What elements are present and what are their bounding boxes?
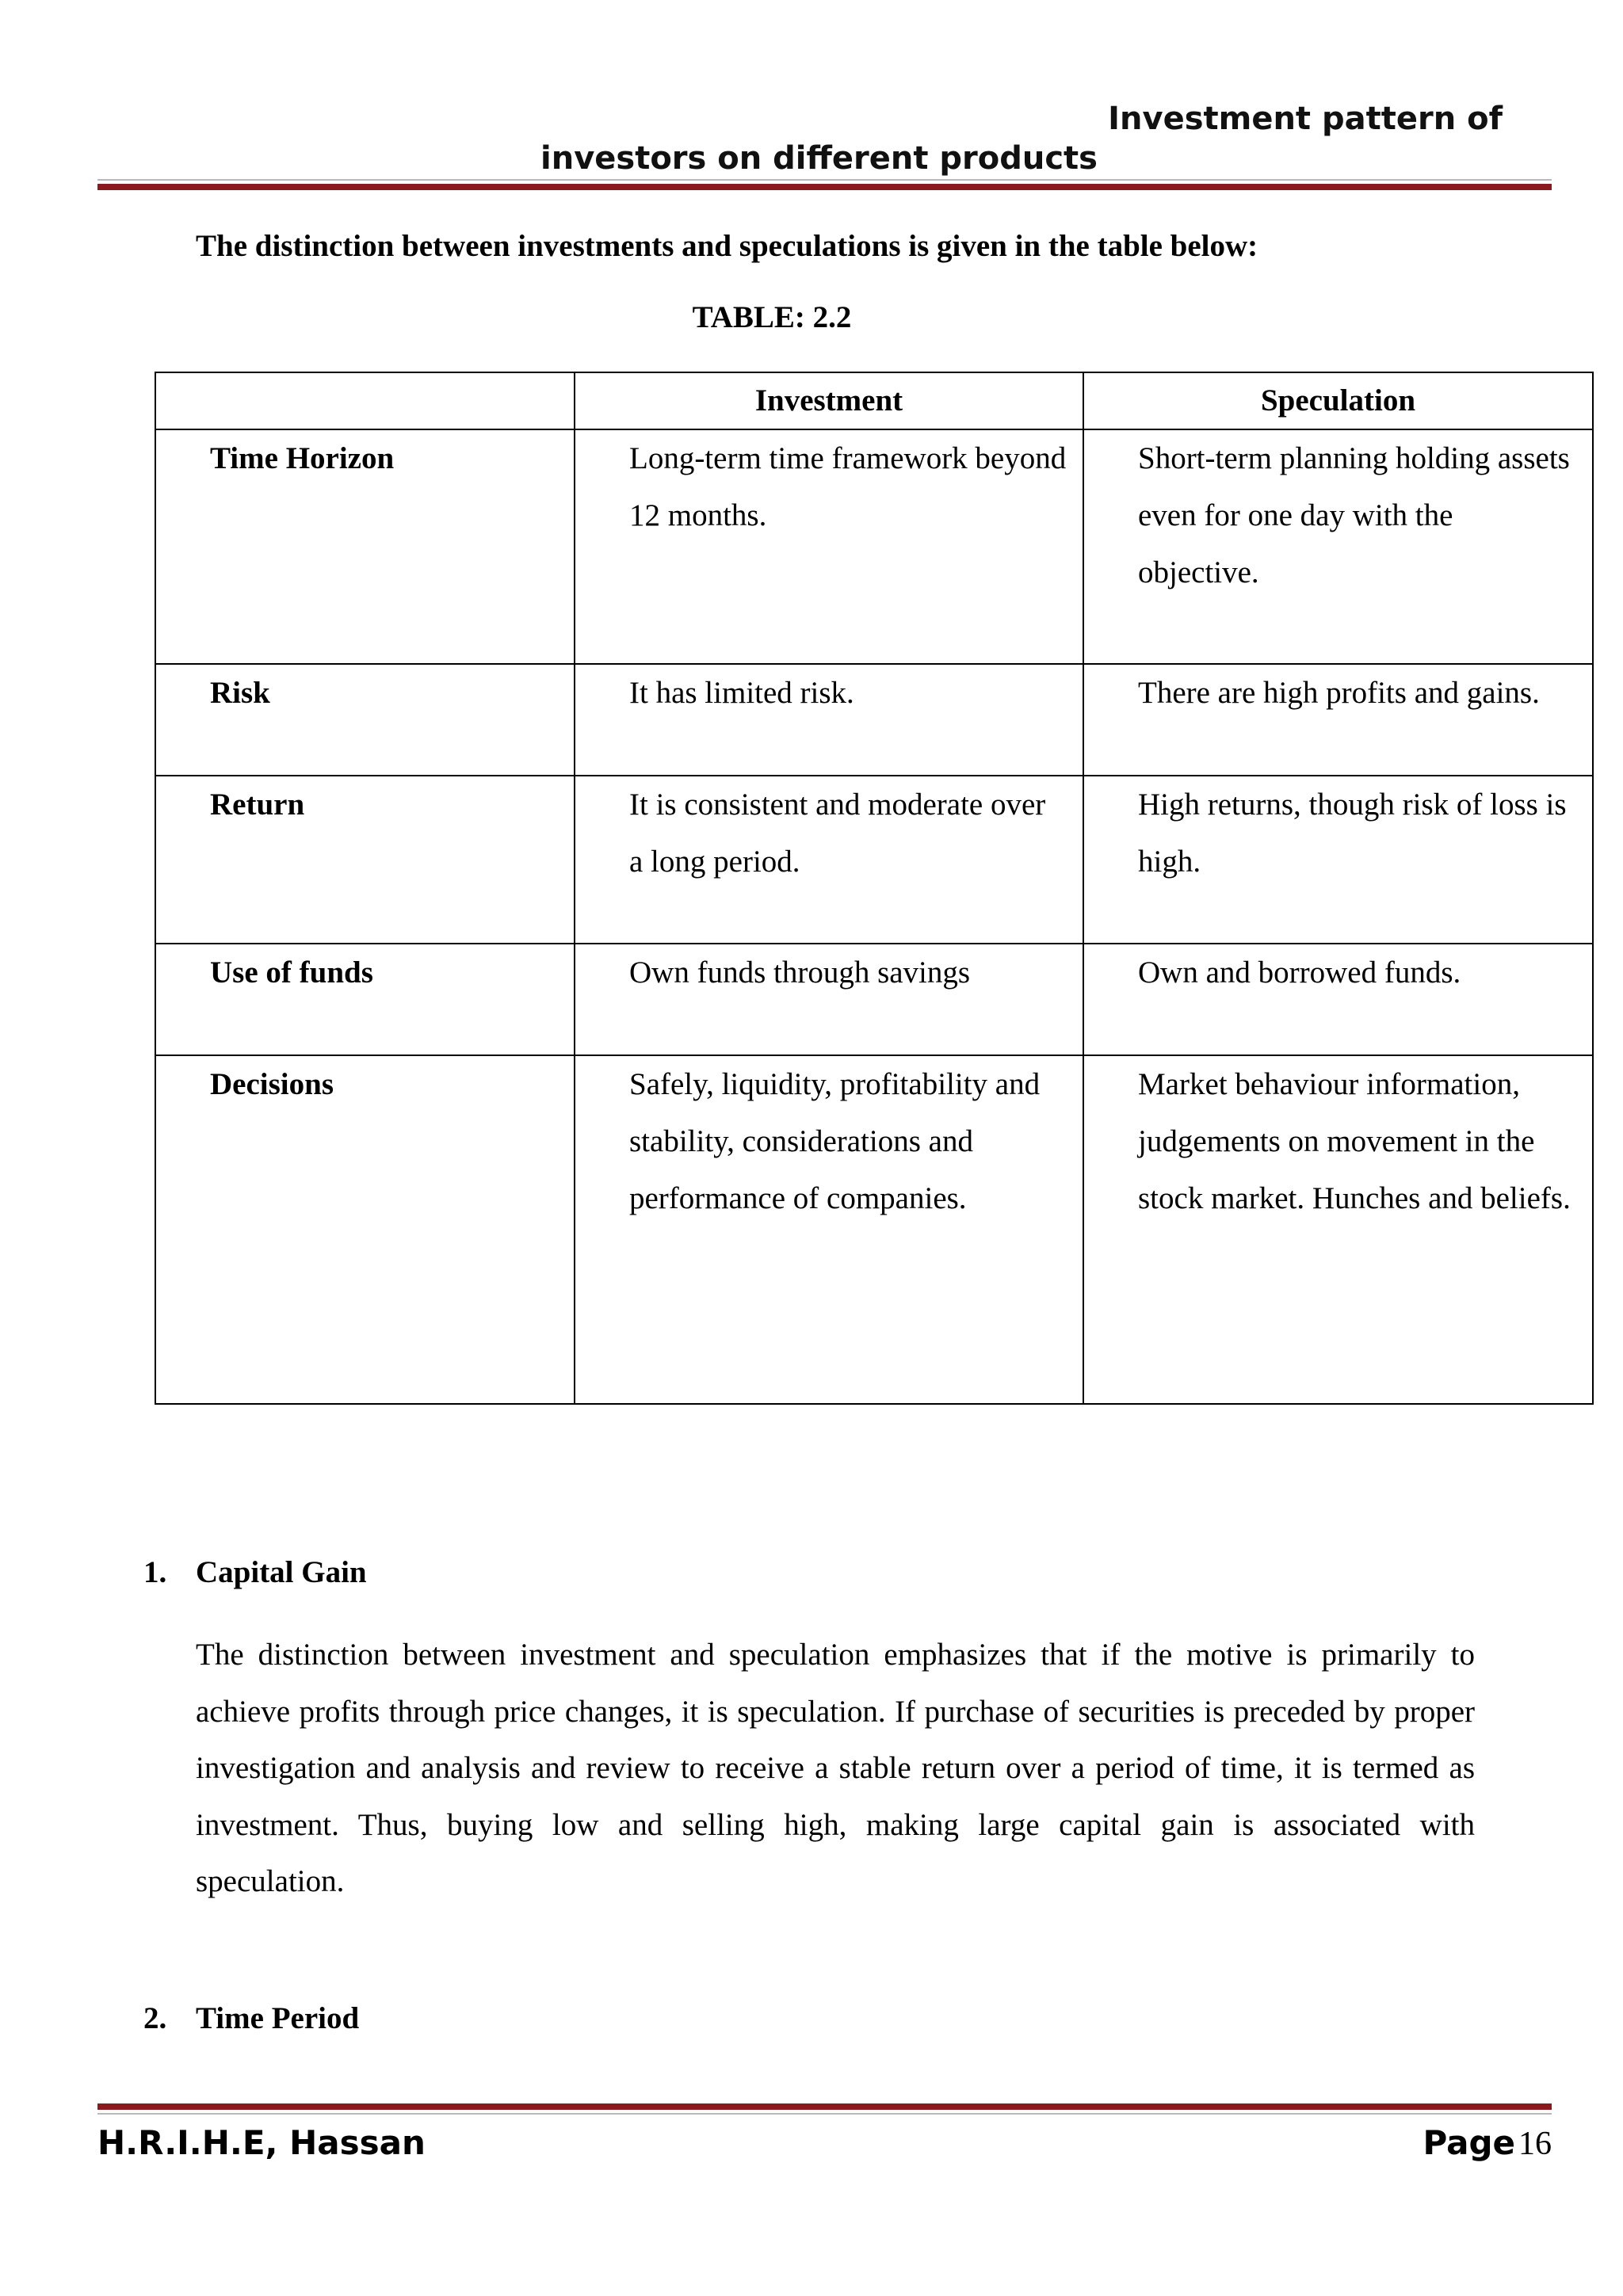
footer-page-label: Page [1423, 2123, 1515, 2162]
row-label: Decisions [155, 1055, 575, 1404]
header-title-line1: Investment pattern of [1108, 101, 1503, 137]
footer-rule-thick [97, 2103, 1552, 2110]
header-rule-thin [97, 179, 1552, 181]
table-row [155, 1055, 1593, 1404]
cell-text: High returns, though risk of loss is high. [1138, 788, 1567, 879]
row-label: Time Horizon [155, 429, 575, 664]
cell-text: Short-term planning holding assets even for one day with the objective. [1138, 441, 1570, 589]
section-1-title: Capital Gain [196, 1555, 367, 1589]
investment-cell [575, 1055, 1083, 1404]
footer-institution: H.R.I.H.E, Hassan [97, 2123, 426, 2162]
table-header-speculation: Speculation [1083, 372, 1593, 429]
table-header-empty [155, 372, 575, 429]
cell-text: There are high profits and gains. [1138, 676, 1540, 710]
speculation-cell [1083, 776, 1593, 944]
comparison-table [155, 372, 1594, 1405]
cell-text: It has limited risk. [629, 676, 854, 710]
cell-text: Long-term time framework beyond 12 months. [629, 441, 1067, 532]
investment-cell [575, 944, 1083, 1055]
header-rule-thick [97, 184, 1552, 190]
speculation-cell [1083, 664, 1593, 776]
speculation-cell [1083, 1055, 1593, 1404]
speculation-cell [1083, 944, 1593, 1055]
table-row [155, 776, 1593, 944]
investment-cell [575, 664, 1083, 776]
table-row [155, 429, 1593, 664]
speculation-cell [1083, 429, 1593, 664]
footer-rule-thin [97, 2113, 1552, 2115]
investment-cell [575, 429, 1083, 664]
table-row [155, 944, 1593, 1055]
cell-text: It is consistent and moderate over a long period. [629, 788, 1046, 879]
table-header-investment: Investment [575, 372, 1083, 429]
row-label: Use of funds [155, 944, 575, 1055]
table-caption: TABLE: 2.2 [692, 300, 852, 334]
cell-text: Own funds through savings [629, 955, 971, 990]
cell-text: Market behaviour information, judgements on movement in the stock market. Hunches and beliefs. [1138, 1067, 1571, 1215]
cell-text: Own and borrowed funds. [1138, 955, 1461, 990]
section-1-paragraph: The distinction between investment and speculation emphasizes that if the motive is primarily to achieve profits through price changes, it is speculation. If purchase of securities is preceded by proper investigation and analysis and review to receive a stable return over a period of time, it is termed as investment. Thus, buying low and selling high, making large capital gain is associated with speculation. [196, 1638, 1475, 1898]
section-1-number: 1. [143, 1555, 167, 1589]
header-title-line2: investors on different products [540, 140, 1098, 177]
table-header-row [155, 372, 1593, 429]
footer-page-number: 16 [1518, 2126, 1552, 2162]
section-2-number: 2. [143, 2001, 167, 2035]
section-2-title: Time Period [196, 2001, 360, 2035]
investment-cell [575, 776, 1083, 944]
cell-text: Safely, liquidity, profitability and stability, considerations and performance of companies. [629, 1067, 1041, 1215]
row-label: Return [155, 776, 575, 944]
table-row [155, 664, 1593, 776]
footer-page [1423, 2123, 1552, 2163]
intro-text: The distinction between investments and speculations is given in the table below: [196, 229, 1258, 263]
row-label: Risk [155, 664, 575, 776]
